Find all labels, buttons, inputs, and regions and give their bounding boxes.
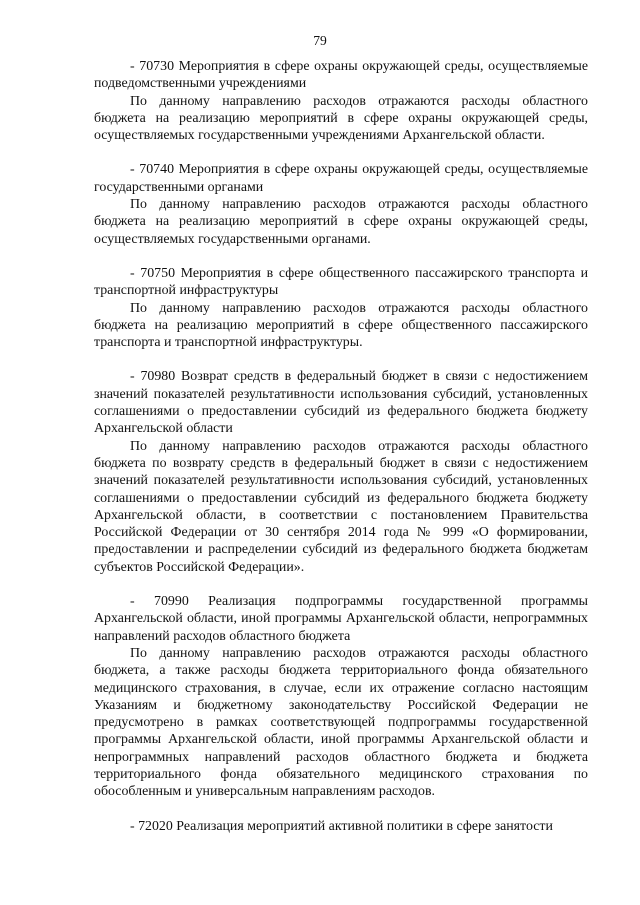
section-description: По данному направлению расходов отражаются расходы областного бюджета на реализацию мероприятий в сфере охраны окружающей среды, осуществляемых государственными органами. <box>94 197 588 247</box>
section-70990 <box>94 593 588 801</box>
section-heading: - 70730 Мероприятия в сфере охраны окружающей среды, осуществляемые подведомственными учреждениями <box>94 59 588 92</box>
section-heading: - 70980 Возврат средств в федеральный бюджет в связи с недостижением значений показателей результативности использования субсидий, установленных соглашениями о предоставлении субсидий из федерального бюджета бюджету Архангельской области <box>94 369 588 437</box>
page-number: 79 <box>313 33 327 48</box>
section-description: По данному направлению расходов отражаются расходы областного бюджета на реализацию мероприятий в сфере охраны окружающей среды, осуществляемых государственными учреждениями Архангельской области. <box>94 93 588 144</box>
section-70730 <box>94 58 588 144</box>
document-body <box>94 58 588 852</box>
section-70750 <box>94 265 588 351</box>
section-description: По данному направлению расходов отражаются расходы областного бюджета, а также расходы бюджета территориального фонда обязательного медицинского страхования, в случае, если их отражение согласно настоящим Указаниям и бюджетному законодательству Российской Федерации не предусмотрено в рамках соответствующей подпрограммы государственной программы Архангельской области, иной программы Архангельской области и непрограммных направлений расходов областного бюджета и бюджета территориального фонда обязательного медицинского страхования по обособленным и универсальным направлениям расходов. <box>94 645 588 800</box>
section-72020 <box>94 818 588 835</box>
section-heading: - 70740 Мероприятия в сфере охраны окружающей среды, осуществляемые государственными органами <box>94 162 588 195</box>
section-70980 <box>94 368 588 576</box>
section-heading: - 70990 Реализация подпрограммы государственной программы Архангельской области, иной программы Архангельской области, непрограммных направлений расходов областного бюджета <box>94 594 588 644</box>
section-heading: - 72020 Реализация мероприятий активной политики в сфере занятости <box>130 818 553 834</box>
section-description: По данному направлению расходов отражаются расходы областного бюджета по возврату средств в федеральный бюджет в связи с недостижением значений показателей результативности использования субсидий, установленных соглашениями о предоставлении субсидий из федерального бюджета бюджету Архангельской области, в соответствии с постановлением Правительства Российской Федерации от 30 сентября 2014 года № 999 «О формировании, предоставлении и распределении субсидий из федерального бюджета бюджетам субъектов Российской Федерации». <box>94 438 588 575</box>
section-description: По данному направлению расходов отражаются расходы областного бюджета на реализацию мероприятий в сфере общественного пассажирского транспорта и транспортной инфраструктуры. <box>94 300 588 351</box>
section-heading: - 70750 Мероприятия в сфере общественного пассажирского транспорта и транспортной инфраструктуры <box>94 265 588 299</box>
section-70740 <box>94 161 588 247</box>
